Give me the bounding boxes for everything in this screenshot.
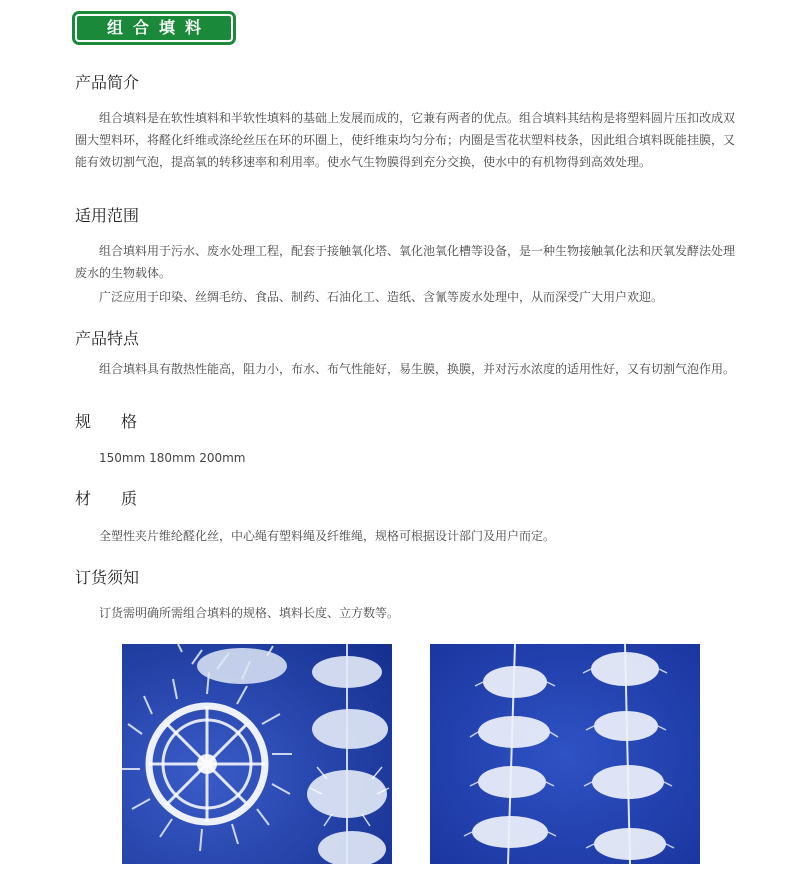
product-photo-string <box>430 644 700 864</box>
intro-text: 组合填料是在软性填料和半软性填料的基础上发展而成的，它兼有两者的优点。组合填料其结构是将塑料圆片压扣改成双圈大塑料环，将醛化纤维或涤纶丝压在环的环圈上，使纤维束均匀分布；内圈是雪花状塑料枝条，因此组合填料既能挂膜，又能有效切割气泡，提高氧的转移速率和利用率。使水气生物膜得到充分交换，使水中的有机物得到高效处理。 <box>75 111 736 169</box>
product-photo-closeup <box>122 644 392 864</box>
order-text: 订货需明确所需组合填料的规格、填料长度、立方数等。 <box>99 606 400 620</box>
title-badge <box>75 14 233 42</box>
scope-text-2: 广泛应用于印染、丝绸毛纺、食品、制药、石油化工、造纸、含氰等废水处理中，从而深受广大用户欢迎。 <box>99 290 664 304</box>
scope-text-1: 组合填料用于污水、废水处理工程，配套于接触氧化塔、氧化池氧化槽等设备，是一种生物接触氧化法和厌氧发酵法处理废水的生物载体。 <box>75 244 736 280</box>
section-heading-features: 产品特点 <box>75 329 140 348</box>
section-heading-material: 材质 <box>75 489 168 508</box>
page-title: 组合填料 <box>106 18 211 37</box>
spec-text: 150mm 180mm 200mm <box>99 451 246 465</box>
features-text: 组合填料具有散热性能高，阻力小，布水、布气性能好，易生膜，换膜，并对污水浓度的适用性好，又有切割气泡作用。 <box>99 362 736 376</box>
section-heading-scope: 适用范围 <box>75 206 140 225</box>
section-heading-order: 订货须知 <box>75 568 140 587</box>
section-heading-spec: 规格 <box>75 412 168 431</box>
section-heading-intro: 产品简介 <box>75 73 140 92</box>
material-text: 全塑性夹片维纶醛化丝，中心绳有塑料绳及纤维绳，规格可根据设计部门及用户而定。 <box>99 529 556 543</box>
